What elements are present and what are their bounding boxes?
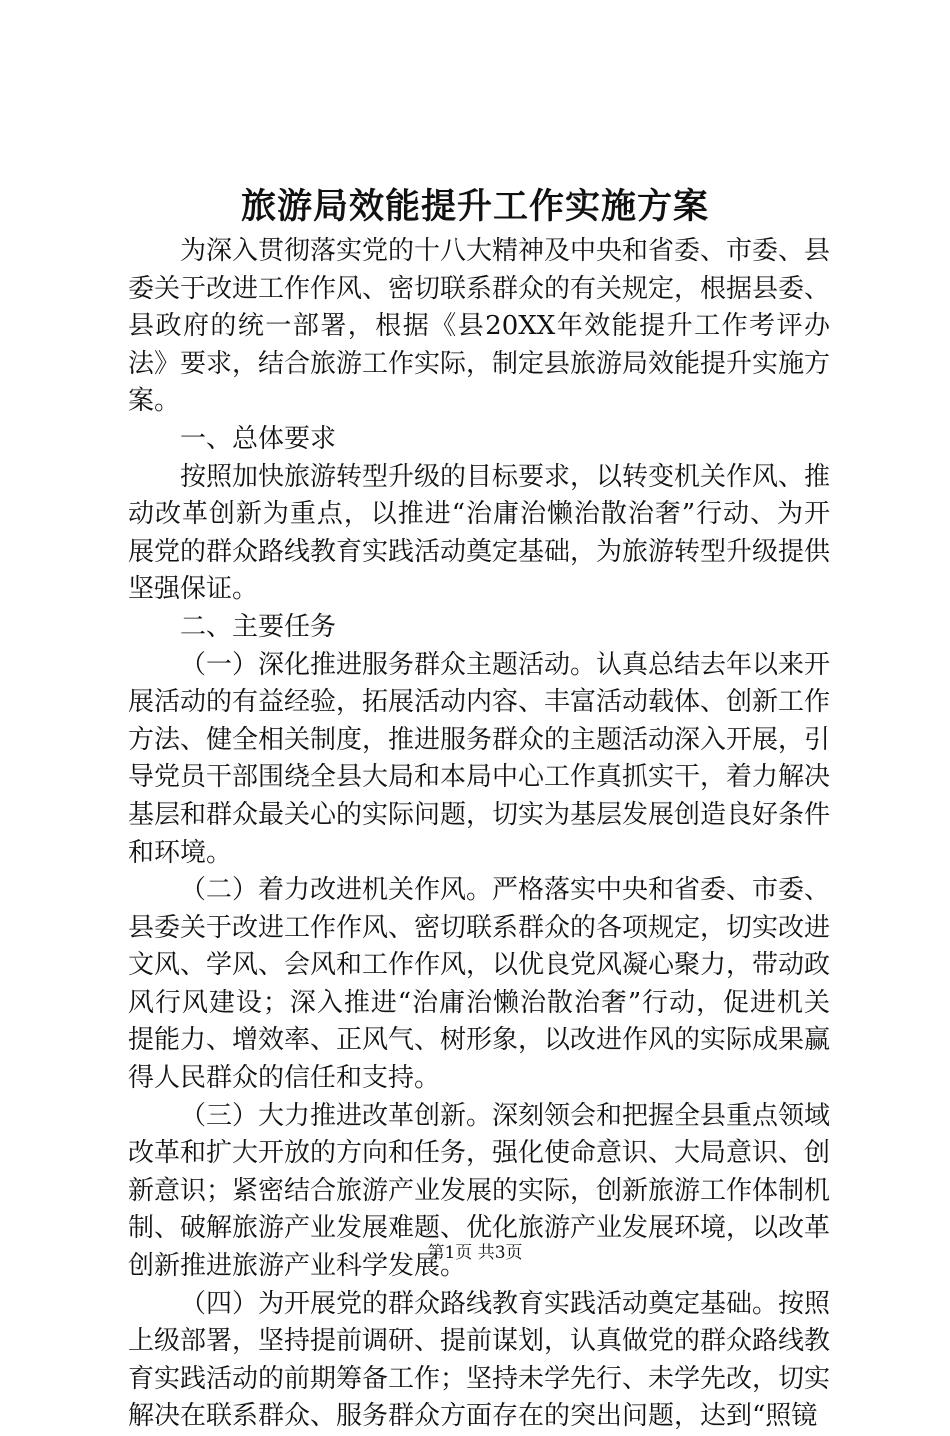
task-paragraph-2: （二）着力改进机关作风。严格落实中央和省委、市委、县委关于改进工作作风、密切联系群众的各项规定，切实改进文风、学风、会风和工作作风，以优良党风凝心聚力，带动政风行风建设；深入推进“治庸治懒治散治奢”行动，促进机关提能力、增效率、正风气、树形象，以改进作风的实际成果赢得人民群众的信任和支持。	[128, 875, 831, 1094]
general-requirements-paragraph: 按照加快旅游转型升级的目标要求，以转变机关作风、推动改革创新为重点，以推进“治庸治懒治散治奢”行动、为开展党的群众路线教育实践活动奠定基础，为旅游转型升级提供坚强保证。	[128, 461, 831, 605]
section-heading-general-requirements: 一、总体要求	[180, 423, 337, 454]
section-heading-main-tasks: 二、主要任务	[180, 611, 337, 642]
intro-paragraph: 为深入贯彻落实党的十八大精神及中央和省委、市委、县委关于改进工作作风、密切联系群众的有关规定，根据县委、县政府的统一部署，根据《县20XX年效能提升工作考评办法》要求，结合旅游工作实际，制定县旅游局效能提升实施方案。	[128, 236, 831, 417]
page-number-footer: 第1页 共3页	[427, 1243, 523, 1263]
task-paragraph-1: （一）深化推进服务群众主题活动。认真总结去年以来开展活动的有益经验，拓展活动内容、丰富活动载体、创新工作方法、健全相关制度，推进服务群众的主题活动深入开展，引导党员干部围绕全县大局和本局中心工作真抓实干，着力解决基层和群众最关心的实际问题，切实为基层发展创造良好条件和环境。	[128, 649, 831, 868]
task-paragraph-4: （四）为开展党的群众路线教育实践活动奠定基础。按照上级部署，坚持提前调研、提前谋划，认真做党的群众路线教育实践活动的前期筹备工作；坚持未学先行、未学先改，切实解决在联系群众、服务群众方面存在的突出问题，达到“照镜	[128, 1288, 831, 1432]
document-title: 旅游局效能提升工作实施方案	[240, 186, 709, 227]
task-paragraph-3: （三）大力推进改革创新。深刻领会和把握全县重点领域改革和扩大开放的方向和任务，强化使命意识、大局意识、创新意识；紧密结合旅游产业发展的实际，创新旅游工作体制机制、破解旅游产业发展难题、优化旅游产业发展环境，以改革创新推进旅游产业科学发展。	[128, 1100, 831, 1282]
